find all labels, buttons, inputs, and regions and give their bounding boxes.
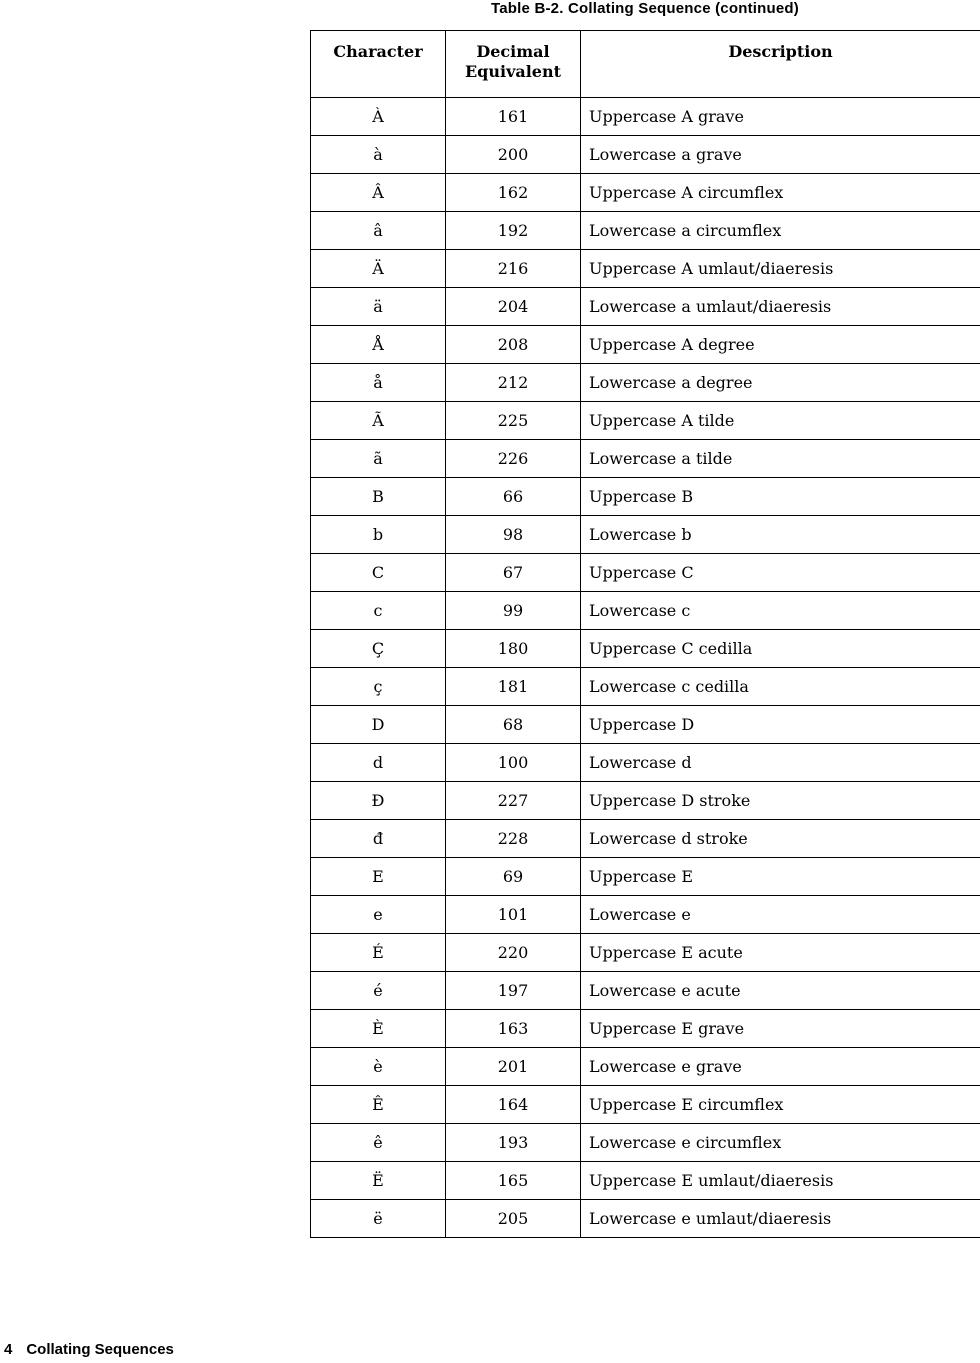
description-cell: Lowercase b <box>581 516 980 554</box>
description-cell: Uppercase A grave <box>581 98 980 136</box>
table-body <box>311 98 980 1238</box>
table-header <box>311 31 980 98</box>
decimal-cell: 181 <box>446 668 581 706</box>
table-title: Table B-2. Collating Sequence (continued) <box>491 0 799 17</box>
page-number: 4 <box>4 1341 13 1358</box>
table-row <box>311 972 980 1010</box>
character-cell: È <box>311 1010 446 1048</box>
description-cell: Lowercase a grave <box>581 136 980 174</box>
table-row <box>311 1010 980 1048</box>
table-row <box>311 782 980 820</box>
table-row <box>311 326 980 364</box>
character-cell: À <box>311 98 446 136</box>
col-header-decimal-equivalent: Decimal Equivalent <box>446 31 581 98</box>
description-cell: Uppercase E <box>581 858 980 896</box>
description-cell: Lowercase a circumflex <box>581 212 980 250</box>
character-cell: Ê <box>311 1086 446 1124</box>
table-row <box>311 1048 980 1086</box>
table-row <box>311 896 980 934</box>
character-cell: Ë <box>311 1162 446 1200</box>
description-cell: Uppercase D stroke <box>581 782 980 820</box>
table-row <box>311 934 980 972</box>
decimal-cell: 164 <box>446 1086 581 1124</box>
table-row <box>311 402 980 440</box>
decimal-cell: 200 <box>446 136 581 174</box>
decimal-cell: 225 <box>446 402 581 440</box>
description-cell: Uppercase B <box>581 478 980 516</box>
decimal-cell: 192 <box>446 212 581 250</box>
col-header-character: Character <box>311 31 446 98</box>
decimal-cell: 193 <box>446 1124 581 1162</box>
table-row <box>311 858 980 896</box>
character-cell: Ã <box>311 402 446 440</box>
table-row <box>311 630 980 668</box>
table-row <box>311 592 980 630</box>
character-cell: ë <box>311 1200 446 1238</box>
description-cell: Lowercase e umlaut/diaeresis <box>581 1200 980 1238</box>
character-cell: É <box>311 934 446 972</box>
character-cell: ä <box>311 288 446 326</box>
col-header-description: Description <box>581 31 980 98</box>
description-cell: Lowercase a umlaut/diaeresis <box>581 288 980 326</box>
decimal-cell: 208 <box>446 326 581 364</box>
decimal-cell: 100 <box>446 744 581 782</box>
description-cell: Lowercase a degree <box>581 364 980 402</box>
table-row <box>311 288 980 326</box>
description-cell: Lowercase c cedilla <box>581 668 980 706</box>
decimal-cell: 212 <box>446 364 581 402</box>
description-cell: Uppercase D <box>581 706 980 744</box>
description-cell: Uppercase E umlaut/diaeresis <box>581 1162 980 1200</box>
decimal-cell: 162 <box>446 174 581 212</box>
decimal-cell: 101 <box>446 896 581 934</box>
decimal-cell: 180 <box>446 630 581 668</box>
decimal-cell: 69 <box>446 858 581 896</box>
character-cell: d <box>311 744 446 782</box>
decimal-cell: 66 <box>446 478 581 516</box>
decimal-cell: 67 <box>446 554 581 592</box>
character-cell: C <box>311 554 446 592</box>
table-row <box>311 820 980 858</box>
table-row <box>311 212 980 250</box>
description-cell: Lowercase c <box>581 592 980 630</box>
collating-sequence-table <box>310 30 980 1238</box>
description-cell: Uppercase C cedilla <box>581 630 980 668</box>
character-cell: ã <box>311 440 446 478</box>
decimal-cell: 197 <box>446 972 581 1010</box>
table-row <box>311 364 980 402</box>
character-cell: E <box>311 858 446 896</box>
table-row <box>311 136 980 174</box>
character-cell: đ <box>311 820 446 858</box>
page-footer <box>4 1341 174 1358</box>
character-cell: Ä <box>311 250 446 288</box>
character-cell: Â <box>311 174 446 212</box>
character-cell: e <box>311 896 446 934</box>
character-cell: â <box>311 212 446 250</box>
table-row <box>311 1162 980 1200</box>
decimal-cell: 98 <box>446 516 581 554</box>
description-cell: Lowercase e acute <box>581 972 980 1010</box>
description-cell: Uppercase A umlaut/diaeresis <box>581 250 980 288</box>
decimal-cell: 165 <box>446 1162 581 1200</box>
table-row <box>311 1200 980 1238</box>
decimal-cell: 216 <box>446 250 581 288</box>
decimal-cell: 201 <box>446 1048 581 1086</box>
decimal-cell: 161 <box>446 98 581 136</box>
description-cell: Uppercase A tilde <box>581 402 980 440</box>
table-row <box>311 706 980 744</box>
decimal-cell: 220 <box>446 934 581 972</box>
character-cell: B <box>311 478 446 516</box>
decimal-cell: 228 <box>446 820 581 858</box>
description-cell: Lowercase e <box>581 896 980 934</box>
character-cell: ç <box>311 668 446 706</box>
table-row <box>311 250 980 288</box>
decimal-cell: 68 <box>446 706 581 744</box>
description-cell: Lowercase e grave <box>581 1048 980 1086</box>
description-cell: Lowercase d <box>581 744 980 782</box>
header-row <box>311 31 980 98</box>
description-cell: Uppercase C <box>581 554 980 592</box>
table-row <box>311 668 980 706</box>
table-row <box>311 174 980 212</box>
table-row <box>311 440 980 478</box>
description-cell: Uppercase E grave <box>581 1010 980 1048</box>
character-cell: ê <box>311 1124 446 1162</box>
character-cell: D <box>311 706 446 744</box>
table-row <box>311 516 980 554</box>
character-cell: å <box>311 364 446 402</box>
table-row <box>311 1086 980 1124</box>
footer-label: Collating Sequences <box>26 1341 174 1358</box>
description-cell: Lowercase d stroke <box>581 820 980 858</box>
decimal-cell: 204 <box>446 288 581 326</box>
decimal-cell: 227 <box>446 782 581 820</box>
character-cell: à <box>311 136 446 174</box>
character-cell: b <box>311 516 446 554</box>
decimal-cell: 205 <box>446 1200 581 1238</box>
table-row <box>311 1124 980 1162</box>
character-cell: è <box>311 1048 446 1086</box>
description-cell: Lowercase e circumflex <box>581 1124 980 1162</box>
decimal-cell: 99 <box>446 592 581 630</box>
table-row <box>311 98 980 136</box>
table-row <box>311 744 980 782</box>
description-cell: Uppercase E circumflex <box>581 1086 980 1124</box>
description-cell: Uppercase A circumflex <box>581 174 980 212</box>
decimal-cell: 163 <box>446 1010 581 1048</box>
decimal-cell: 226 <box>446 440 581 478</box>
character-cell: é <box>311 972 446 1010</box>
character-cell: Ç <box>311 630 446 668</box>
table-row <box>311 478 980 516</box>
character-cell: c <box>311 592 446 630</box>
character-cell: Đ <box>311 782 446 820</box>
character-cell: Å <box>311 326 446 364</box>
table-row <box>311 554 980 592</box>
description-cell: Uppercase A degree <box>581 326 980 364</box>
description-cell: Uppercase E acute <box>581 934 980 972</box>
description-cell: Lowercase a tilde <box>581 440 980 478</box>
